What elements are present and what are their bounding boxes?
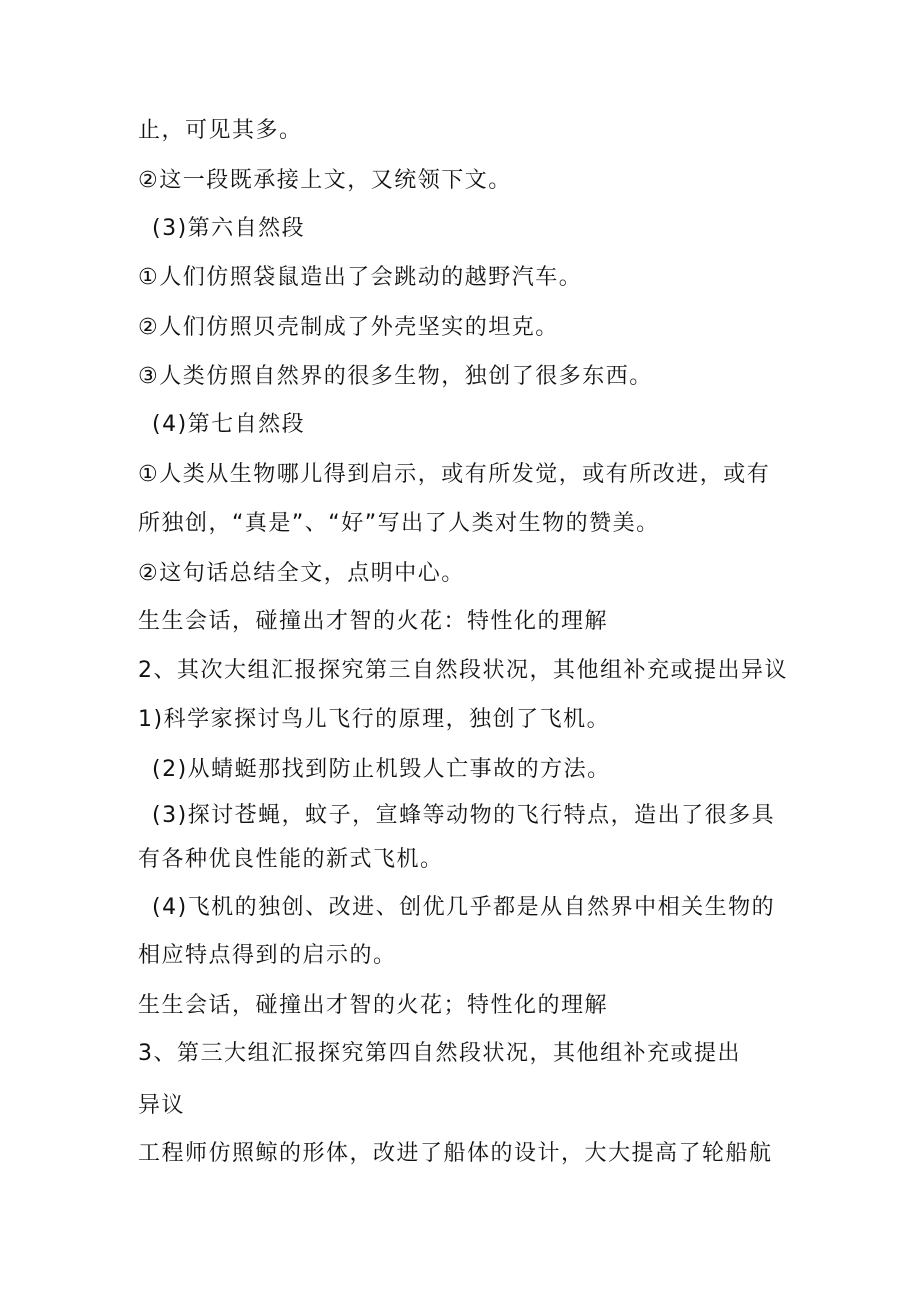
text-line: 相应特点得到的启示的。: [138, 943, 397, 968]
text-line: 止，可见其多。: [138, 118, 303, 143]
text-line: 异议: [138, 1093, 186, 1118]
text-line: ②这句话总结全文，点明中心。: [138, 561, 465, 586]
text-line: ①人们仿照袋鼠造出了会跳动的越野汽车。: [138, 265, 583, 290]
text-line: 工程师仿照鲸的形体，改进了船体的设计，大大提高了轮船航: [138, 1141, 773, 1166]
text-line: ③人类仿照自然界的很多生物，独创了很多东西。: [138, 364, 653, 389]
section-heading: (4)第七自然段: [152, 412, 306, 437]
text-line: ①人类从生物哪儿得到启示，或有所发觉，或有所改进，或有: [138, 462, 771, 487]
text-line: 生生会话，碰撞出才智的火花；特性化的理解: [138, 993, 609, 1018]
text-line: ②这一段既承接上文，又统领下文。: [138, 168, 512, 193]
text-line: (4)飞机的独创、改进、创优几乎都是从自然界中相关生物的: [152, 895, 776, 920]
text-line: 生生会话，碰撞出才智的火花：特性化的理解: [138, 609, 609, 634]
text-line: (3)探讨苍蝇，蚊子，宣蜂等动物的飞行特点，造出了很多具: [152, 803, 776, 828]
text-line: 3、第三大组汇报探究第四自然段状况，其他组补充或提出: [138, 1041, 741, 1066]
text-line: 2、其次大组汇报探究第三自然段状况，其他组补充或提出异议: [138, 658, 788, 683]
text-line: (2)从蜻蜓那找到防止机毁人亡事故的方法。: [152, 757, 611, 782]
text-line: 所独创，“真是”、“好”写出了人类对生物的赞美。: [138, 511, 660, 536]
text-line: 有各种优良性能的新式飞机。: [138, 847, 444, 872]
text-line: 1)科学家探讨鸟儿飞行的原理，独创了飞机。: [138, 707, 611, 732]
text-line: ②人们仿照贝壳制成了外壳坚实的坦克。: [138, 315, 559, 340]
section-heading: (3)第六自然段: [152, 216, 306, 241]
